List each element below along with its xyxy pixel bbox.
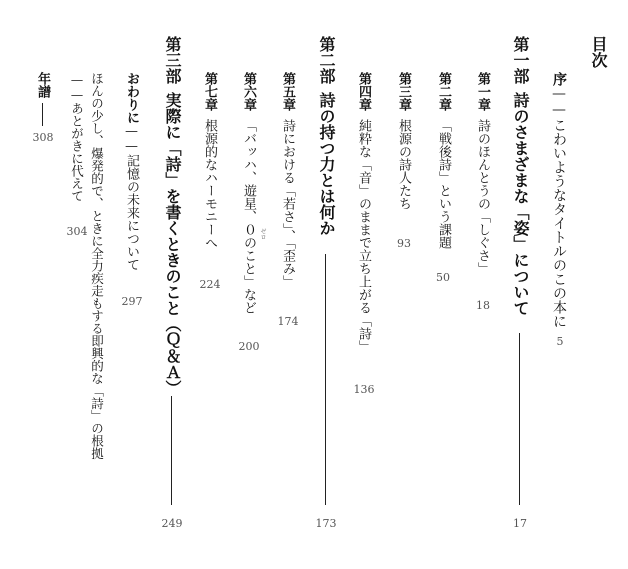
part2-label: 第二部 bbox=[317, 36, 336, 84]
chapter7-entry[interactable] bbox=[203, 72, 216, 249]
part3-entry[interactable] bbox=[164, 36, 180, 396]
preface-entry[interactable] bbox=[552, 72, 566, 328]
part3-leader-line bbox=[171, 396, 172, 505]
chapter2-page: 50 bbox=[436, 271, 450, 284]
chapter5-entry[interactable] bbox=[281, 72, 294, 288]
part3-title: 実際に「詩」を書くときのこと（Ｑ＆Ａ） bbox=[163, 92, 182, 396]
afterword-page2: 304 bbox=[66, 225, 88, 238]
chronology-page: 308 bbox=[32, 131, 54, 144]
afterword-entry[interactable] bbox=[125, 72, 138, 271]
afterword-label: おわりに bbox=[124, 72, 139, 124]
part1-entry[interactable] bbox=[512, 36, 528, 316]
afterword-title: 記憶の未来について bbox=[124, 154, 139, 271]
chapter2-label: 第二章 bbox=[436, 72, 451, 111]
afterword-line3-text: あとがきに代えて bbox=[69, 102, 85, 202]
part3-page: 249 bbox=[161, 517, 183, 530]
toc-title: 目次 bbox=[589, 36, 608, 68]
chapter3-entry[interactable] bbox=[397, 72, 410, 210]
chronology-label: 年譜 bbox=[35, 72, 50, 98]
part2-page: 173 bbox=[315, 517, 337, 530]
chapter6-title: 「バッハ、遊星、０のこと」など bbox=[241, 119, 256, 314]
chapter6-label: 第六章 bbox=[241, 72, 256, 111]
chronology-entry[interactable] bbox=[36, 72, 49, 98]
chapter1-title: 詩のほんとうの「しぐさ」 bbox=[475, 119, 490, 275]
chapter2-entry[interactable] bbox=[437, 72, 450, 249]
chapter4-label: 第四章 bbox=[356, 72, 371, 111]
chapter6-page: 200 bbox=[238, 340, 260, 353]
preface-dash: —— bbox=[551, 86, 567, 118]
part3-label: 第三部 bbox=[163, 36, 182, 84]
part1-title: 詩のさまざまな「姿」について bbox=[511, 92, 530, 316]
chapter1-page: 18 bbox=[476, 299, 490, 312]
preface-label: 序 bbox=[551, 72, 567, 86]
afterword-page: 297 bbox=[121, 295, 143, 308]
part2-title: 詩の持つ力とは何か bbox=[317, 92, 336, 236]
chapter3-label: 第三章 bbox=[396, 72, 411, 111]
afterword-line3 bbox=[70, 72, 83, 202]
afterword-line2: ほんの少し、爆発的で、ときに全力疾走もする即興的な「詩」の根拠 bbox=[89, 72, 105, 460]
chronology-leader-line bbox=[42, 103, 43, 126]
afterword-dash2: —— bbox=[69, 72, 85, 102]
chapter1-label: 第一章 bbox=[475, 72, 490, 111]
chapter5-label: 第五章 bbox=[280, 72, 295, 111]
part1-label: 第一部 bbox=[511, 36, 530, 84]
chapter7-page: 224 bbox=[199, 278, 221, 291]
part2-leader-line bbox=[325, 254, 326, 505]
part1-leader-line bbox=[519, 333, 520, 505]
chapter5-title: 詩における「若さ」、「歪み」 bbox=[280, 119, 295, 288]
afterword-dash: —— bbox=[124, 124, 139, 154]
chapter1-entry[interactable] bbox=[476, 72, 489, 275]
chapter5-page: 174 bbox=[277, 315, 299, 328]
part2-entry[interactable] bbox=[318, 36, 334, 236]
part1-page: 17 bbox=[513, 517, 527, 530]
chapter3-page: 93 bbox=[397, 237, 411, 250]
preface-page: 5 bbox=[556, 335, 564, 348]
chapter4-entry[interactable] bbox=[357, 72, 370, 353]
chapter3-title: 根源の詩人たち bbox=[396, 119, 411, 210]
chapter2-title: 「戦後詩」という課題 bbox=[436, 119, 451, 249]
chapter7-label: 第七章 bbox=[202, 72, 217, 111]
chapter6-entry[interactable] bbox=[242, 72, 255, 314]
chapter6-ruby: ゼロ bbox=[259, 228, 266, 240]
preface-title: こわいようなタイトルのこの本に bbox=[551, 118, 567, 328]
chapter4-page: 136 bbox=[353, 383, 375, 396]
chapter4-title: 純粋な「音」のままで立ち上がる「詩」 bbox=[356, 119, 371, 353]
chapter7-title: 根源的なハーモニーへ bbox=[202, 119, 217, 249]
